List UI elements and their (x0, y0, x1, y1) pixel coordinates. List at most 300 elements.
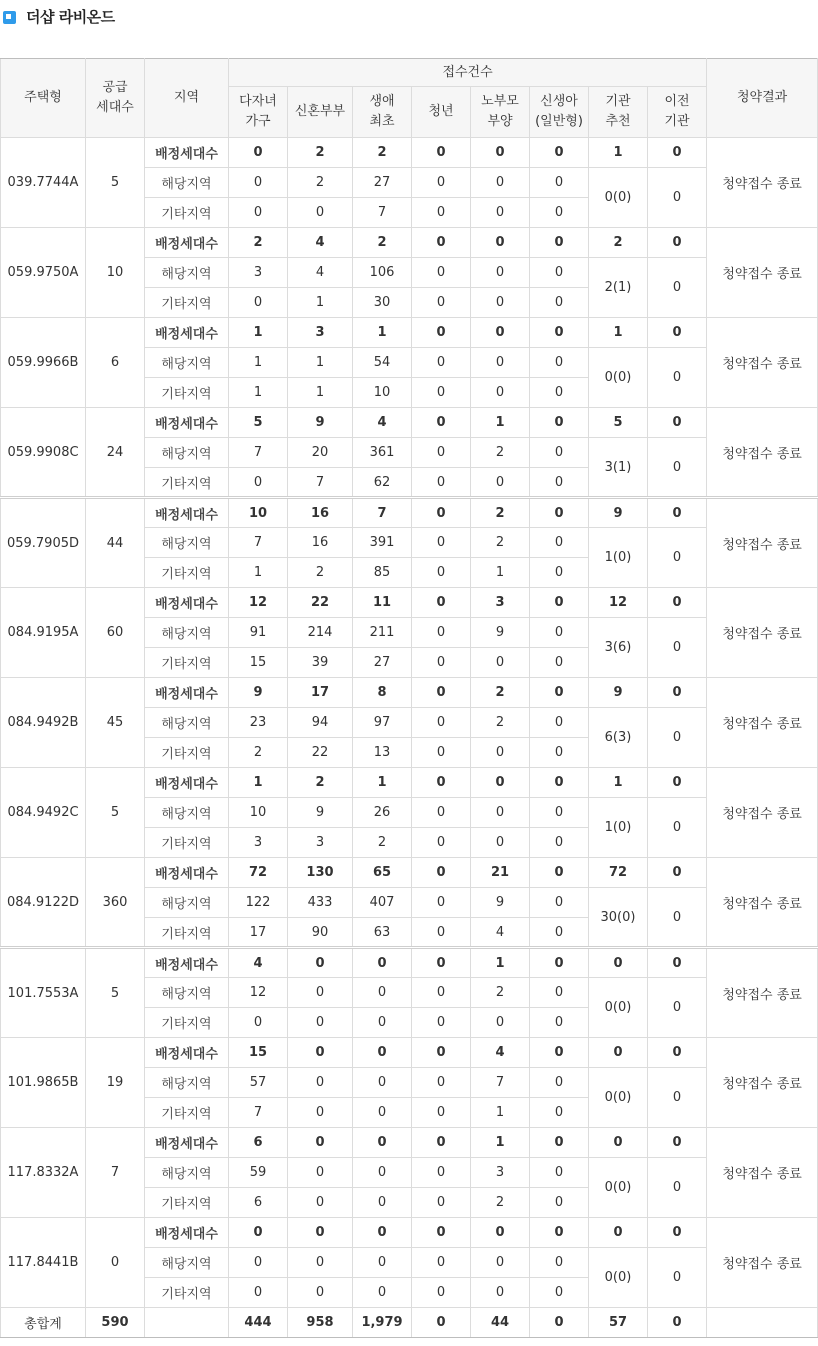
type-group (1, 768, 818, 858)
transfer-agency: 0 (648, 1068, 707, 1128)
alloc-cell: 0 (648, 588, 707, 618)
row-label-other: 기타지역 (145, 378, 229, 408)
header-column-text: 생애 최초 (369, 94, 395, 129)
header-supply (86, 59, 145, 138)
row-label-other: 기타지역 (145, 648, 229, 678)
header-column (648, 87, 707, 138)
other-cell: 13 (353, 738, 412, 768)
agency-recommend: 3(1) (589, 438, 648, 498)
local-cell: 3 (229, 258, 288, 288)
alloc-cell: 15 (229, 1038, 288, 1068)
other-cell: 0 (229, 1278, 288, 1308)
type-group (1, 138, 818, 228)
type-group (1, 498, 818, 588)
alloc-cell: 9 (229, 678, 288, 708)
type-group (1, 858, 818, 948)
row-label-other: 기타지역 (145, 1008, 229, 1038)
agency-recommend: 2(1) (589, 258, 648, 318)
alloc-cell: 72 (589, 858, 648, 888)
house-type: 101.7553A (1, 948, 86, 1038)
alloc-cell: 0 (648, 858, 707, 888)
agency-recommend: 3(6) (589, 618, 648, 678)
alloc-cell: 22 (288, 588, 353, 618)
alloc-cell: 0 (412, 1218, 471, 1248)
alloc-cell: 0 (412, 588, 471, 618)
house-type: 117.8332A (1, 1128, 86, 1218)
other-cell: 2 (288, 558, 353, 588)
row-label-local: 해당지역 (145, 1248, 229, 1278)
local-cell: 0 (471, 258, 530, 288)
local-cell: 54 (353, 348, 412, 378)
alloc-cell: 12 (589, 588, 648, 618)
other-cell: 1 (229, 378, 288, 408)
alloc-cell: 1 (471, 1128, 530, 1158)
local-cell: 0 (288, 1068, 353, 1098)
alloc-cell: 0 (471, 768, 530, 798)
header-column-text: 신생아 (일반형) (535, 94, 583, 129)
other-cell: 0 (412, 1008, 471, 1038)
local-cell: 1 (229, 348, 288, 378)
row-label-local: 해당지역 (145, 1158, 229, 1188)
other-cell: 0 (353, 1008, 412, 1038)
local-cell: 0 (530, 618, 589, 648)
local-cell: 0 (471, 798, 530, 828)
house-type: 101.9865B (1, 1038, 86, 1128)
alloc-cell: 0 (412, 318, 471, 348)
alloc-cell: 5 (589, 408, 648, 438)
row-label-allocation: 배정세대수 (145, 768, 229, 798)
other-cell: 7 (229, 1098, 288, 1128)
supply-count: 7 (86, 1128, 145, 1218)
other-cell: 15 (229, 648, 288, 678)
header-column-text: 기관 추천 (605, 94, 631, 129)
local-cell: 2 (471, 438, 530, 468)
supply-count: 5 (86, 948, 145, 1038)
local-cell: 0 (412, 798, 471, 828)
alloc-cell: 0 (648, 678, 707, 708)
table-row (1, 768, 818, 798)
transfer-agency: 0 (648, 978, 707, 1038)
alloc-cell: 21 (471, 858, 530, 888)
other-cell: 0 (229, 468, 288, 498)
local-cell: 2 (471, 708, 530, 738)
alloc-cell: 0 (648, 948, 707, 978)
other-cell: 0 (530, 468, 589, 498)
total-cell: 57 (589, 1308, 648, 1338)
other-cell: 0 (288, 198, 353, 228)
alloc-cell: 5 (229, 408, 288, 438)
alloc-cell: 1 (589, 138, 648, 168)
alloc-cell: 2 (353, 138, 412, 168)
alloc-cell: 0 (530, 318, 589, 348)
row-label-other: 기타지역 (145, 1098, 229, 1128)
alloc-cell: 0 (288, 948, 353, 978)
other-cell: 0 (412, 1098, 471, 1128)
header-region: 지역 (145, 59, 229, 138)
row-label-other: 기타지역 (145, 828, 229, 858)
total-cell: 1,979 (353, 1308, 412, 1338)
header-column (229, 87, 288, 138)
result-status: 청약접수 종료 (707, 948, 818, 1038)
other-cell: 10 (353, 378, 412, 408)
result-status: 청약접수 종료 (707, 1218, 818, 1308)
supply-count: 45 (86, 678, 145, 768)
total-cell: 44 (471, 1308, 530, 1338)
header-column (589, 87, 648, 138)
other-cell: 0 (412, 648, 471, 678)
alloc-cell: 1 (353, 768, 412, 798)
transfer-agency: 0 (648, 348, 707, 408)
local-cell: 16 (288, 528, 353, 558)
total-cell: 444 (229, 1308, 288, 1338)
alloc-cell: 65 (353, 858, 412, 888)
supply-count: 360 (86, 858, 145, 948)
header-supply-text: 공급 세대수 (96, 80, 134, 115)
other-cell: 0 (412, 288, 471, 318)
alloc-cell: 2 (288, 768, 353, 798)
local-cell: 12 (229, 978, 288, 1008)
table-row (1, 318, 818, 348)
alloc-cell: 0 (412, 678, 471, 708)
other-cell: 3 (229, 828, 288, 858)
other-cell: 0 (353, 1188, 412, 1218)
local-cell: 0 (412, 1158, 471, 1188)
local-cell: 0 (353, 1068, 412, 1098)
house-type: 117.8441B (1, 1218, 86, 1308)
alloc-cell: 0 (412, 1038, 471, 1068)
alloc-cell: 1 (353, 318, 412, 348)
agency-recommend: 0(0) (589, 1248, 648, 1308)
other-cell: 0 (530, 378, 589, 408)
result-status: 청약접수 종료 (707, 678, 818, 768)
house-type: 059.9966B (1, 318, 86, 408)
alloc-cell: 1 (229, 318, 288, 348)
row-label-allocation: 배정세대수 (145, 858, 229, 888)
other-cell: 0 (530, 558, 589, 588)
other-cell: 1 (288, 378, 353, 408)
header-column (288, 87, 353, 138)
agency-recommend: 0(0) (589, 978, 648, 1038)
alloc-cell: 2 (589, 228, 648, 258)
supply-count: 6 (86, 318, 145, 408)
alloc-cell: 4 (353, 408, 412, 438)
total-result-empty (707, 1308, 818, 1338)
alloc-cell: 0 (648, 138, 707, 168)
alloc-cell: 0 (530, 768, 589, 798)
result-status: 청약접수 종료 (707, 1038, 818, 1128)
other-cell: 2 (471, 1188, 530, 1218)
row-label-local: 해당지역 (145, 978, 229, 1008)
other-cell: 3 (288, 828, 353, 858)
other-cell: 85 (353, 558, 412, 588)
alloc-cell: 0 (353, 1128, 412, 1158)
alloc-cell: 7 (353, 498, 412, 528)
result-status: 청약접수 종료 (707, 498, 818, 588)
house-type: 084.9122D (1, 858, 86, 948)
other-cell: 0 (471, 288, 530, 318)
result-status: 청약접수 종료 (707, 768, 818, 858)
supply-count: 10 (86, 228, 145, 318)
table-row (1, 1218, 818, 1248)
alloc-cell: 1 (589, 318, 648, 348)
alloc-cell: 1 (471, 408, 530, 438)
other-cell: 0 (353, 1098, 412, 1128)
house-type: 059.9750A (1, 228, 86, 318)
table-row (1, 678, 818, 708)
alloc-cell: 11 (353, 588, 412, 618)
other-cell: 1 (471, 1098, 530, 1128)
row-label-local: 해당지역 (145, 438, 229, 468)
house-type: 084.9195A (1, 588, 86, 678)
other-cell: 0 (412, 198, 471, 228)
other-cell: 0 (412, 1188, 471, 1218)
other-cell: 0 (288, 1098, 353, 1128)
row-label-local: 해당지역 (145, 258, 229, 288)
row-label-allocation: 배정세대수 (145, 948, 229, 978)
alloc-cell: 4 (229, 948, 288, 978)
local-cell: 0 (530, 258, 589, 288)
supply-count: 5 (86, 768, 145, 858)
agency-recommend: 1(0) (589, 798, 648, 858)
other-cell: 62 (353, 468, 412, 498)
local-cell: 0 (229, 168, 288, 198)
transfer-agency: 0 (648, 708, 707, 768)
local-cell: 0 (412, 888, 471, 918)
supply-count: 5 (86, 138, 145, 228)
row-label-local: 해당지역 (145, 168, 229, 198)
row-label-other: 기타지역 (145, 1188, 229, 1218)
page-header (0, 0, 818, 40)
alloc-cell: 0 (412, 1128, 471, 1158)
other-cell: 2 (229, 738, 288, 768)
local-cell: 97 (353, 708, 412, 738)
supply-count: 24 (86, 408, 145, 498)
transfer-agency: 0 (648, 258, 707, 318)
alloc-cell: 10 (229, 498, 288, 528)
row-label-other: 기타지역 (145, 738, 229, 768)
alloc-cell: 0 (648, 318, 707, 348)
agency-recommend: 1(0) (589, 528, 648, 588)
local-cell: 0 (471, 1248, 530, 1278)
house-type: 059.7905D (1, 498, 86, 588)
local-cell: 0 (412, 528, 471, 558)
local-cell: 0 (412, 348, 471, 378)
supply-count: 0 (86, 1218, 145, 1308)
alloc-cell: 0 (530, 948, 589, 978)
other-cell: 0 (471, 468, 530, 498)
other-cell: 0 (530, 1188, 589, 1218)
header-column-text: 청년 (428, 104, 454, 119)
header-column-text: 이전 기관 (664, 94, 690, 129)
local-cell: 2 (471, 528, 530, 558)
table-row (1, 228, 818, 258)
other-cell: 0 (530, 918, 589, 948)
local-cell: 7 (229, 438, 288, 468)
local-cell: 0 (412, 258, 471, 288)
header-column (530, 87, 589, 138)
total-cell: 0 (648, 1308, 707, 1338)
alloc-cell: 0 (412, 948, 471, 978)
row-label-local: 해당지역 (145, 528, 229, 558)
total-group (1, 1308, 818, 1338)
row-label-allocation: 배정세대수 (145, 588, 229, 618)
other-cell: 0 (353, 1278, 412, 1308)
other-cell: 0 (530, 828, 589, 858)
local-cell: 91 (229, 618, 288, 648)
alloc-cell: 0 (412, 498, 471, 528)
row-label-other: 기타지역 (145, 1278, 229, 1308)
other-cell: 2 (353, 828, 412, 858)
alloc-cell: 72 (229, 858, 288, 888)
transfer-agency: 0 (648, 528, 707, 588)
result-status: 청약접수 종료 (707, 408, 818, 498)
alloc-cell: 0 (648, 1218, 707, 1248)
result-status: 청약접수 종료 (707, 858, 818, 948)
other-cell: 7 (353, 198, 412, 228)
alloc-cell: 0 (353, 1218, 412, 1248)
alloc-cell: 0 (412, 768, 471, 798)
other-cell: 7 (288, 468, 353, 498)
table-row (1, 1128, 818, 1158)
row-label-local: 해당지역 (145, 1068, 229, 1098)
other-cell: 0 (471, 648, 530, 678)
alloc-cell: 0 (353, 948, 412, 978)
alloc-cell: 0 (648, 768, 707, 798)
local-cell: 0 (412, 1068, 471, 1098)
table-row (1, 1038, 818, 1068)
alloc-cell: 2 (353, 228, 412, 258)
alloc-cell: 0 (530, 1128, 589, 1158)
alloc-cell: 0 (412, 408, 471, 438)
local-cell: 20 (288, 438, 353, 468)
agency-recommend: 0(0) (589, 1068, 648, 1128)
local-cell: 106 (353, 258, 412, 288)
type-group (1, 1218, 818, 1308)
local-cell: 0 (530, 168, 589, 198)
local-cell: 0 (412, 1248, 471, 1278)
other-cell: 0 (471, 1278, 530, 1308)
row-label-allocation: 배정세대수 (145, 678, 229, 708)
other-cell: 0 (530, 288, 589, 318)
local-cell: 0 (412, 978, 471, 1008)
house-type: 084.9492C (1, 768, 86, 858)
local-cell: 214 (288, 618, 353, 648)
other-cell: 0 (471, 198, 530, 228)
local-cell: 0 (530, 888, 589, 918)
alloc-cell: 6 (229, 1128, 288, 1158)
alloc-cell: 0 (412, 858, 471, 888)
local-cell: 0 (288, 1248, 353, 1278)
local-cell: 4 (288, 258, 353, 288)
row-label-other: 기타지역 (145, 288, 229, 318)
type-group (1, 228, 818, 318)
transfer-agency: 0 (648, 438, 707, 498)
supply-count: 19 (86, 1038, 145, 1128)
alloc-cell: 9 (589, 498, 648, 528)
alloc-cell: 0 (530, 228, 589, 258)
supply-count: 60 (86, 588, 145, 678)
house-type: 084.9492B (1, 678, 86, 768)
local-cell: 0 (530, 978, 589, 1008)
alloc-cell: 0 (471, 318, 530, 348)
local-cell: 0 (530, 1158, 589, 1188)
total-cell: 0 (412, 1308, 471, 1338)
alloc-cell: 0 (589, 948, 648, 978)
other-cell: 4 (471, 918, 530, 948)
type-group (1, 1038, 818, 1128)
square-bullet-icon (3, 11, 16, 24)
alloc-cell: 0 (530, 408, 589, 438)
other-cell: 27 (353, 648, 412, 678)
alloc-cell: 2 (471, 498, 530, 528)
local-cell: 0 (353, 978, 412, 1008)
table-row (1, 588, 818, 618)
other-cell: 0 (530, 738, 589, 768)
alloc-cell: 0 (530, 858, 589, 888)
header-column (353, 87, 412, 138)
alloc-cell: 3 (288, 318, 353, 348)
other-cell: 0 (288, 1278, 353, 1308)
alloc-cell: 0 (648, 228, 707, 258)
alloc-cell: 4 (288, 228, 353, 258)
alloc-cell: 0 (589, 1038, 648, 1068)
other-cell: 0 (412, 738, 471, 768)
alloc-cell: 0 (353, 1038, 412, 1068)
local-cell: 9 (288, 798, 353, 828)
local-cell: 7 (229, 528, 288, 558)
local-cell: 0 (288, 978, 353, 1008)
other-cell: 0 (229, 288, 288, 318)
result-status: 청약접수 종료 (707, 228, 818, 318)
alloc-cell: 0 (229, 1218, 288, 1248)
agency-recommend: 6(3) (589, 708, 648, 768)
row-label-allocation: 배정세대수 (145, 1038, 229, 1068)
alloc-cell: 0 (288, 1038, 353, 1068)
local-cell: 23 (229, 708, 288, 738)
subscription-results-table (0, 58, 818, 1338)
other-cell: 0 (530, 1008, 589, 1038)
local-cell: 0 (229, 1248, 288, 1278)
transfer-agency: 0 (648, 888, 707, 948)
local-cell: 361 (353, 438, 412, 468)
alloc-cell: 3 (471, 588, 530, 618)
transfer-agency: 0 (648, 1158, 707, 1218)
total-supply: 590 (86, 1308, 145, 1338)
local-cell: 57 (229, 1068, 288, 1098)
row-label-allocation: 배정세대수 (145, 318, 229, 348)
other-cell: 0 (530, 198, 589, 228)
agency-recommend: 0(0) (589, 1158, 648, 1218)
alloc-cell: 2 (288, 138, 353, 168)
result-status: 청약접수 종료 (707, 588, 818, 678)
transfer-agency: 0 (648, 1248, 707, 1308)
header-column-text: 다자녀 가구 (239, 94, 277, 129)
other-cell: 0 (412, 468, 471, 498)
alloc-cell: 9 (589, 678, 648, 708)
alloc-cell: 0 (530, 678, 589, 708)
other-cell: 0 (471, 828, 530, 858)
table-row (1, 948, 818, 978)
header-applications: 접수건수 (229, 59, 707, 87)
row-label-other: 기타지역 (145, 558, 229, 588)
result-status: 청약접수 종료 (707, 138, 818, 228)
row-label-allocation: 배정세대수 (145, 138, 229, 168)
alloc-cell: 12 (229, 588, 288, 618)
transfer-agency: 0 (648, 168, 707, 228)
house-type: 059.9908C (1, 408, 86, 498)
other-cell: 90 (288, 918, 353, 948)
alloc-cell: 0 (648, 498, 707, 528)
